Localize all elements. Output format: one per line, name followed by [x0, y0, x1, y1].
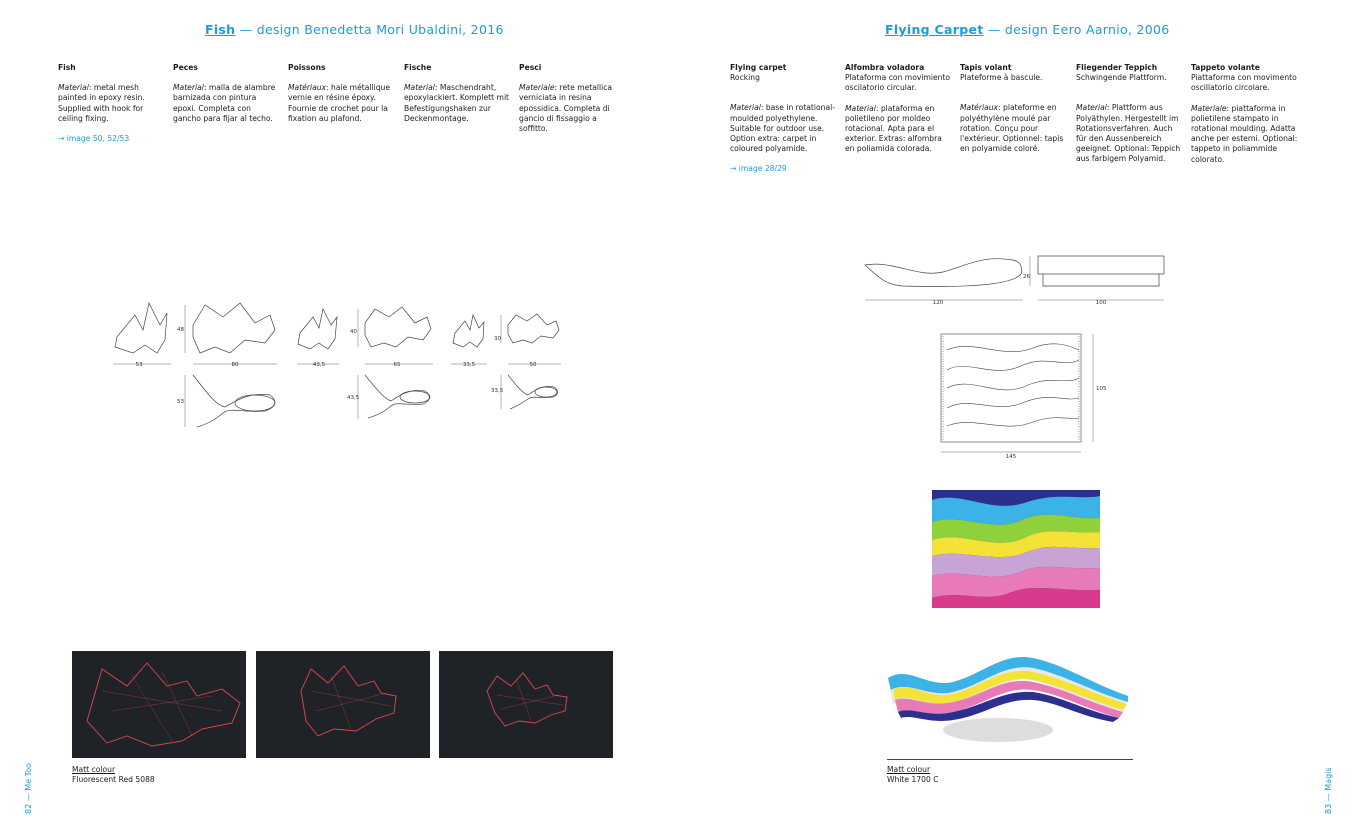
col-label: Material [1076, 103, 1107, 113]
carpet-col-es [845, 63, 953, 155]
col-title: Fische [404, 63, 432, 72]
fish-small-photo [439, 651, 613, 758]
dim-label: 120 [932, 300, 944, 306]
fish-heading-rest: — design Benedetta Mori Ubaldini, 2016 [235, 22, 504, 37]
col-title: Peces [173, 63, 198, 72]
col-body [404, 83, 512, 124]
caption-rule [887, 759, 1133, 760]
fish-colour-caption [72, 765, 155, 785]
fish-large-front-drawing [115, 303, 167, 353]
col-title: Flying carpet [730, 63, 787, 72]
col-text: : malla de alambre barnizada con pintura epoxi. Completa con gancho para fijar al techo. [173, 83, 276, 123]
dim-label: 40 [350, 329, 357, 335]
col-body [1076, 103, 1184, 164]
dim-label: 100 [1095, 300, 1107, 306]
dim-label: 65 [393, 362, 401, 368]
fish-col-de [404, 63, 512, 124]
col-label: Material [58, 83, 89, 93]
col-label: Materiale [519, 83, 555, 93]
carpet-col-de [1076, 63, 1184, 165]
col-text: : Maschendraht, epoxylackiert. Komplett mit Befestigungshaken zur Deckenmontage. [404, 83, 510, 123]
col-subtitle: Piattaforma con movimento oscillatorio circolare. [1191, 73, 1297, 93]
flying-carpet-heading [885, 22, 1170, 37]
col-subtitle: Schwingende Plattform. [1076, 73, 1167, 83]
col-text: : plataforma en polietileno por moldeo rotacional. Apta para el exterior. Extras: alfombra en poliamida colorada. [845, 103, 942, 154]
fish-large-photo [72, 651, 246, 758]
caption-value: White 1700 C [887, 774, 939, 784]
fish-medium-photo [256, 651, 430, 758]
col-subtitle: Plateforme à bascule. [960, 73, 1043, 83]
dim-label: 43,5 [347, 395, 360, 401]
col-text: : base in rotational-moulded polyethylene. Suitable for outdoor use. Option extra: carpet in coloured polyamide. [730, 103, 835, 154]
col-title: Tapis volant [960, 63, 1012, 72]
carpet-col-it [1191, 63, 1299, 165]
image-ref-link[interactable]: → image 50, 52/53 [58, 134, 130, 144]
dim-label: 50 [529, 362, 537, 368]
col-body [845, 104, 953, 155]
col-label: Material [730, 103, 761, 113]
dim-label: 48 [177, 327, 184, 333]
dim-label: 33,5 [462, 362, 476, 368]
fish-col-it [519, 63, 627, 134]
carpet-col-fr [960, 63, 1068, 154]
dim-label: 53 [135, 362, 143, 368]
carpet-colour-caption [887, 765, 939, 785]
fish-medium-top-drawing [365, 375, 429, 418]
right-folio: 83 — Magis [1324, 767, 1333, 814]
fish-heading [205, 22, 504, 37]
dim-label: 26 [1023, 274, 1030, 280]
fish-product-link[interactable]: Fish [205, 22, 236, 37]
col-text: : metal mesh painted in epoxy resin. Supplied with hook for ceiling fixing. [58, 83, 145, 123]
dim-label: 33,5 [491, 388, 504, 394]
col-title: Tappeto volante [1191, 63, 1260, 72]
col-label: Material [173, 83, 204, 93]
carpet-front-view [1038, 256, 1164, 274]
col-text: : piattaforma in polietilene stampato in rotational moulding. Adatta anche per esterni. Optional: tappeto in poliammide colorato. [1191, 103, 1298, 164]
col-title: Poissons [288, 63, 326, 72]
dim-label: 145 [1005, 454, 1017, 460]
col-body [519, 83, 627, 134]
col-label: Materiale [1191, 103, 1227, 113]
col-text: : Plattform aus Polyäthylen. Hergestellt im Rotationsverfahren. Auch für den Aussenbereich geeignet. Optional: Teppich aus farbigem Polyamid. [1076, 103, 1181, 164]
image-ref-link[interactable]: → image 28/29 [730, 164, 787, 174]
fish-col-es [173, 63, 281, 124]
fish-col-fr [288, 63, 396, 124]
dim-label: 80 [231, 362, 239, 368]
fish-technical-drawings [105, 295, 575, 440]
col-body [1191, 104, 1299, 165]
caption-value: Fluorescent Red 5088 [72, 774, 155, 784]
col-text: : rete metallica verniciata in resina epossidica. Completa di gancio di fissaggio a soffitto. [519, 83, 613, 134]
carpet-rocking-photo [883, 650, 1138, 750]
carpet-top-photo [932, 490, 1100, 608]
left-folio: 82 — Me Too [24, 763, 33, 814]
caption-label: Matt colour [72, 765, 116, 774]
dim-label: 30 [494, 336, 501, 342]
col-title: Alfombra voladora [845, 63, 925, 72]
col-subtitle: Plataforma con movimiento oscilatorio circular. [845, 73, 951, 93]
caption-label: Matt colour [887, 765, 931, 774]
carpet-side-view [865, 259, 1022, 287]
col-label: Matériaux [960, 103, 999, 113]
col-body [960, 103, 1068, 154]
fish-medium-profile-drawing [365, 307, 431, 347]
col-subtitle: Rocking [730, 73, 760, 83]
carpet-col-en [730, 63, 838, 175]
fish-medium-front-drawing [298, 309, 337, 349]
col-label: Material [845, 103, 876, 113]
dim-label: 43,5 [312, 362, 326, 368]
fish-large-top-drawing [193, 375, 275, 427]
col-text: : haie métallique vernie en résine époxy. Fournie de crochet pour la fixation au plafond. [288, 83, 391, 123]
col-title: Fish [58, 63, 76, 72]
dim-label: 105 [1096, 386, 1107, 392]
col-title: Fliegender Teppich [1076, 63, 1158, 72]
col-text: : plateforme en polyéthylène moulé par rotation. Conçu pour l'extérieur. Optionnel: tapis en polyamide coloré. [960, 103, 1064, 154]
fish-small-front-drawing [453, 315, 484, 347]
col-label: Material [404, 83, 435, 93]
col-body [173, 83, 281, 124]
fish-small-profile-drawing [508, 314, 559, 343]
flying-carpet-product-link[interactable]: Flying Carpet [885, 22, 984, 37]
fish-large-profile-drawing [193, 303, 275, 353]
dim-label: 53 [177, 399, 184, 405]
carpet-plan-drawing [933, 330, 1113, 460]
col-body [58, 83, 166, 124]
col-body [730, 103, 838, 154]
col-label: Matériaux [288, 83, 327, 93]
carpet-elevations-drawing [863, 250, 1173, 310]
carpet-heading-rest: — design Eero Aarnio, 2006 [983, 22, 1170, 37]
fish-col-en [58, 63, 166, 144]
col-body [288, 83, 396, 124]
right-page [678, 0, 1356, 839]
fish-small-top-drawing [508, 375, 558, 409]
col-title: Pesci [519, 63, 542, 72]
